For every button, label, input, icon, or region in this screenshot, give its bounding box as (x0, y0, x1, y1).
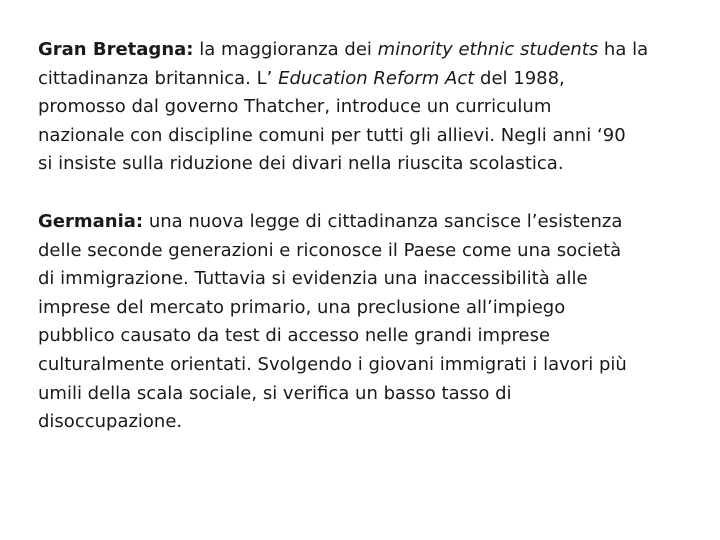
heading-gran-bretagna: Gran Bretagna: (38, 39, 194, 60)
text-run: cittadinanza britannica. L’ (38, 67, 279, 89)
text-run: del 1988, (474, 67, 565, 89)
text-line: imprese del mercato primario, una preclusione all’impiego (38, 296, 566, 318)
text-line: delle seconde generazioni e riconosce il Paese come una società (38, 239, 622, 261)
text-line: di immigrazione. Tuttavia si evidenzia una inaccessibilità alle (38, 268, 588, 290)
text-line: pubblico causato da test di accesso nelle grandi imprese (38, 325, 551, 347)
text-line (38, 65, 690, 94)
text-run: la maggioranza dei (193, 39, 378, 60)
heading-germania: Germania: (38, 210, 144, 232)
text-line: umili della scala sociale, si verifica un basso tasso di (38, 382, 512, 404)
paragraph-germania (38, 208, 690, 437)
italic-term: Education Reform Act (278, 67, 475, 89)
text-line (38, 208, 690, 237)
text-line: culturalmente orientati. Svolgendo i giovani immigrati i lavori più (38, 353, 627, 375)
text-run: ha la (598, 39, 649, 60)
text-line: disoccupazione. (38, 411, 183, 433)
text-line (38, 36, 690, 65)
text-line: promosso dal governo Thatcher, introduce un curriculum (38, 96, 552, 118)
italic-term: minority ethnic students (377, 39, 599, 60)
text-line: nazionale con discipline comuni per tutti gli allievi. Negli anni ‘90 (38, 124, 626, 146)
text-run: una nuova legge di cittadinanza sancisce l’esistenza (143, 210, 623, 232)
paragraph-gran-bretagna (38, 36, 690, 179)
text-line: si insiste sulla riduzione dei divari nella riuscita scolastica. (38, 153, 564, 175)
slide-body (38, 36, 690, 437)
